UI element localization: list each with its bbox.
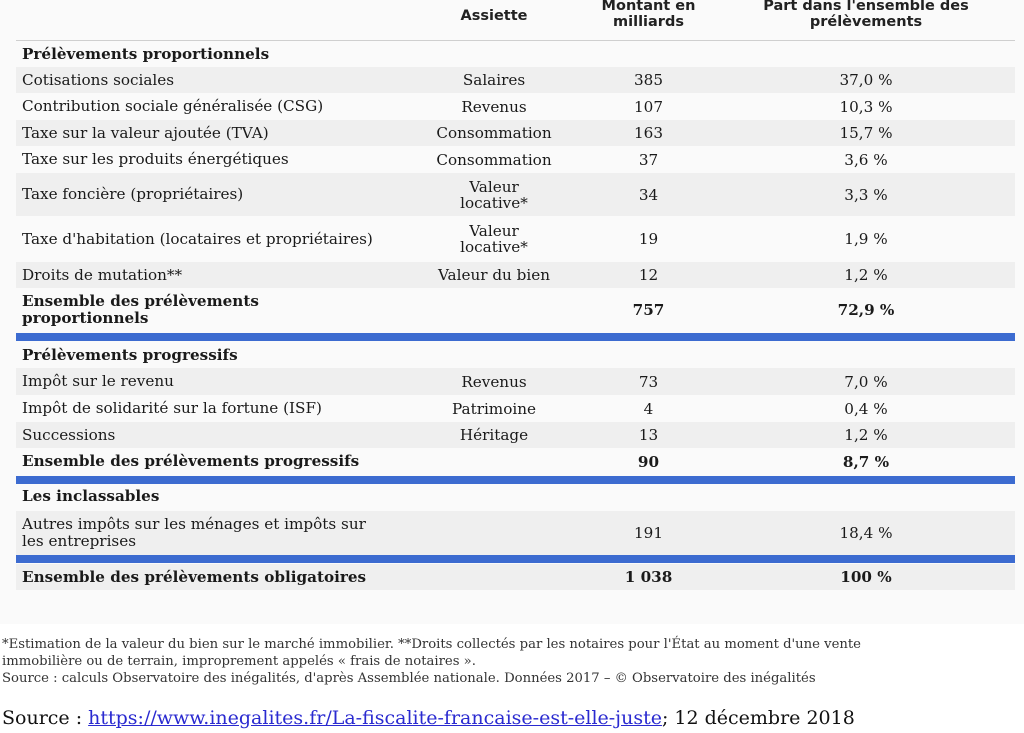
footnote-source: Source : calculs Observatoire des inégalités, d'après Assemblée nationale. Données 2017 – © Observatoire des inégalités <box>2 671 816 686</box>
row-assiette: Revenus <box>461 372 527 391</box>
row-assiette-line1: Valeur <box>469 177 519 196</box>
row-part: 1,2 % <box>844 426 888 444</box>
row-label: Impôt de solidarité sur la fortune (ISF) <box>22 399 322 417</box>
table-row <box>16 422 1015 448</box>
row-label: Taxe foncière (propriétaires) <box>22 185 244 203</box>
row-label: Taxe sur les produits énergétiques <box>22 150 289 168</box>
row-label: Impôt sur le revenu <box>22 372 174 390</box>
section-divider-bar <box>16 555 1015 563</box>
header-part-line1: Part dans l'ensemble des <box>763 0 969 14</box>
row-montant: 757 <box>632 301 665 319</box>
row-assiette <box>408 179 580 211</box>
section-title-inclassables: Les inclassables <box>22 487 160 505</box>
row-montant: 12 <box>638 266 659 284</box>
row-part: 3,6 % <box>844 150 888 169</box>
row-montant: 1 038 <box>624 568 673 586</box>
row-label <box>16 516 408 550</box>
row-assiette <box>408 223 580 255</box>
header-part-line2: prélèvements <box>809 14 923 30</box>
row-label: Ensemble des prélèvements obligatoires <box>22 567 367 586</box>
row-part: 1,2 % <box>844 266 888 284</box>
table-row <box>16 120 1015 146</box>
section-divider-bar <box>16 476 1015 484</box>
row-montant: 4 <box>643 399 654 418</box>
table-row <box>16 67 1015 93</box>
table-row <box>16 368 1015 395</box>
table-row <box>16 511 1015 555</box>
row-label-line1: Ensemble des prélèvements <box>22 292 259 310</box>
row-label-line2: proportionnels <box>22 309 149 327</box>
row-label: Cotisations sociales <box>22 70 175 89</box>
source-prefix: Source : <box>2 707 89 729</box>
row-part: 72,9 % <box>837 301 895 319</box>
table-row <box>16 146 1015 173</box>
header-part <box>717 0 1015 30</box>
total-row-proportionnels <box>16 288 1015 332</box>
footnotes <box>2 636 861 687</box>
row-assiette: Salaires <box>462 71 526 89</box>
total-row-progressifs <box>16 448 1015 475</box>
row-assiette: Valeur du bien <box>437 266 551 284</box>
row-montant: 37 <box>638 150 659 169</box>
source-link[interactable]: https://www.inegalites.fr/La-fiscalite-francaise-est-elle-juste <box>88 707 662 729</box>
row-part: 100 % <box>840 568 892 586</box>
header-montant <box>580 0 717 30</box>
header-divider <box>16 40 1015 41</box>
source-date: ; 12 décembre 2018 <box>661 707 855 729</box>
row-assiette: Patrimoine <box>452 399 536 418</box>
header-assiette: Assiette <box>460 8 528 24</box>
row-label: Successions <box>22 425 116 444</box>
row-part: 3,3 % <box>844 185 888 204</box>
row-label-line2: les entreprises <box>22 532 137 550</box>
row-assiette-line2: locative* <box>460 193 528 212</box>
source-citation <box>2 707 855 729</box>
row-part: 1,9 % <box>844 230 888 248</box>
section-title-progressifs: Prélèvements progressifs <box>22 346 238 364</box>
row-montant: 34 <box>638 185 659 204</box>
row-label: Taxe sur la valeur ajoutée (TVA) <box>22 123 269 142</box>
row-label: Contribution sociale généralisée (CSG) <box>22 97 324 115</box>
section-divider-bar <box>16 333 1015 341</box>
footnote-line: *Estimation de la valeur du bien sur le marché immobilier. **Droits collectés par les notaires pour l'État au moment d'une vente <box>2 637 861 652</box>
row-assiette: Héritage <box>459 426 529 444</box>
header-montant-line1: Montant en <box>601 0 696 14</box>
table-row <box>16 395 1015 422</box>
row-label: Droits de mutation** <box>22 265 183 284</box>
row-part: 18,4 % <box>839 524 893 542</box>
section-title-proportionnels: Prélèvements proportionnels <box>22 45 270 63</box>
row-montant: 90 <box>637 452 660 471</box>
row-montant: 73 <box>638 372 659 391</box>
table-row <box>16 216 1015 262</box>
header-montant-line2: milliards <box>613 14 684 30</box>
row-part: 15,7 % <box>839 124 893 142</box>
row-montant: 13 <box>638 426 659 444</box>
row-part: 7,0 % <box>844 372 888 391</box>
row-montant: 19 <box>638 230 659 248</box>
row-label: Taxe d'habitation (locataires et propriétaires) <box>22 229 373 248</box>
row-montant: 191 <box>634 524 663 542</box>
row-assiette-line2: locative* <box>460 238 528 256</box>
row-assiette-line1: Valeur <box>469 222 519 240</box>
row-part: 8,7 % <box>842 452 890 471</box>
table-row <box>16 262 1015 288</box>
row-montant: 385 <box>634 71 663 89</box>
row-part: 10,3 % <box>839 97 893 116</box>
row-part: 37,0 % <box>839 71 893 89</box>
row-montant: 163 <box>634 124 663 142</box>
table-row <box>16 93 1015 120</box>
row-assiette: Consommation <box>436 150 552 169</box>
table-row <box>16 173 1015 216</box>
row-part: 0,4 % <box>844 399 888 418</box>
row-assiette: Consommation <box>436 124 552 142</box>
row-label <box>16 293 408 327</box>
row-label-line1: Autres impôts sur les ménages et impôts sur <box>22 515 366 533</box>
footnote-line: immobilière ou de terrain, improprement appelés « frais de notaires ». <box>2 654 476 669</box>
total-row-obligatoires <box>16 564 1015 590</box>
row-assiette: Revenus <box>461 97 527 116</box>
row-montant: 107 <box>634 97 663 116</box>
row-label: Ensemble des prélèvements progressifs <box>22 452 360 470</box>
